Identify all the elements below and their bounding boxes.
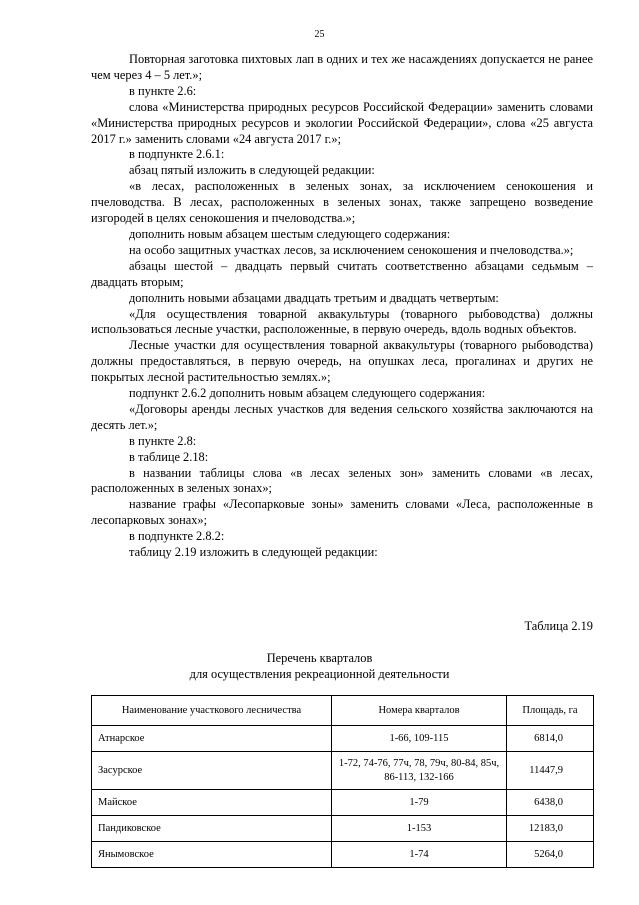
paragraph: «Для осуществления товарной аквакультуры (товарного рыбоводства) должны использоваться лесные участки, расположенные, в первую очередь, вдоль водных объектов. [91,306,593,337]
quarters-table [91,695,594,868]
cell-quarters: 1-66, 109-115 [332,726,507,752]
cell-area: 6814,0 [507,726,594,752]
cell-quarters: 1-79 [332,790,507,816]
table-title: Перечень кварталов [266,651,373,665]
cell-area: 12183,0 [507,816,594,842]
paragraph: «в лесах, расположенных в зеленых зонах, за исключением сенокошения и пчеловодства. В лесах, расположенных в зеленых зонах, также запрещено возведение изгородей в целях сенокошения и пчеловодства.»; [91,179,593,226]
paragraph: дополнить новым абзацем шестым следующего содержания: [129,226,451,241]
paragraph: абзацы шестой – двадцать первый считать соответственно абзацами седьмым – двадцать вторым; [91,258,593,289]
cell-area: 6438,0 [507,790,594,816]
paragraph: «Договоры аренды лесных участков для ведения сельского хозяйства заключаются на десять лет.»; [91,401,593,432]
paragraph: таблицу 2.19 изложить в следующей редакции: [129,545,378,560]
cell-forestry: Янымовское [92,842,332,868]
cell-forestry: Засурское [92,752,332,790]
header-area: Площадь, га [507,696,594,726]
body-text [91,52,593,561]
cell-quarters: 1-72, 74-76, 77ч, 78, 79ч, 80-84, 85ч, 86-113, 132-166 [332,752,507,790]
table-subtitle: для осуществления рекреационной деятельности [189,667,450,681]
cell-quarters: 1-74 [332,842,507,868]
paragraph: абзац пятый изложить в следующей редакции: [129,163,375,178]
paragraph: в пункте 2.8: [129,433,197,448]
paragraph: Лесные участки для осуществления товарной аквакультуры (товарного рыбоводства) должны предоставляться, в первую очередь, на опушках леса, прогалинах и других не покрытых лесной растительностью землях.»; [91,338,593,385]
paragraph: в подпункте 2.6.1: [129,147,225,162]
paragraph: на особо защитных участках лесов, за исключением сенокошения и пчеловодства.»; [129,242,574,257]
table-row [92,842,594,868]
paragraph: дополнить новыми абзацами двадцать третьим и двадцать четвертым: [129,290,499,305]
paragraph: подпункт 2.6.2 дополнить новым абзацем следующего содержания: [129,386,486,401]
cell-area: 5264,0 [507,842,594,868]
paragraph: название графы «Лесопарковые зоны» заменить словами «Леса, расположенные в лесопарковых зонах»; [91,497,593,528]
table-caption: Таблица 2.19 [524,619,593,633]
paragraph: в названии таблицы слова «в лесах зеленых зон» заменить словами «в лесах, расположенных в зеленых зонах»; [91,465,593,496]
paragraph: в таблице 2.18: [129,449,209,464]
paragraph: в подпункте 2.8.2: [129,529,225,544]
page-number: 25 [314,29,325,40]
cell-area: 11447,9 [507,752,594,790]
table-header-row [92,696,594,726]
cell-forestry: Пандиковское [92,816,332,842]
header-forestry: Наименование участкового лесничества [92,696,332,726]
paragraph: в пункте 2.6: [129,83,197,98]
cell-forestry: Майское [92,790,332,816]
paragraph: слова «Министерства природных ресурсов Российской Федерации» заменить словами «Министерства природных ресурсов и экологии Российской Федерации», слова «25 августа 2017 г.» заменить словами «24 августа 2017 г.»; [91,99,593,146]
table-row [92,816,594,842]
cell-quarters: 1-153 [332,816,507,842]
paragraph: Повторная заготовка пихтовых лап в одних и тех же насаждениях допускается не ранее чем через 4 – 5 лет.»; [91,52,593,82]
table-row [92,790,594,816]
table-row [92,752,594,790]
header-quarters: Номера кварталов [332,696,507,726]
cell-forestry: Атнарское [92,726,332,752]
table-row [92,726,594,752]
